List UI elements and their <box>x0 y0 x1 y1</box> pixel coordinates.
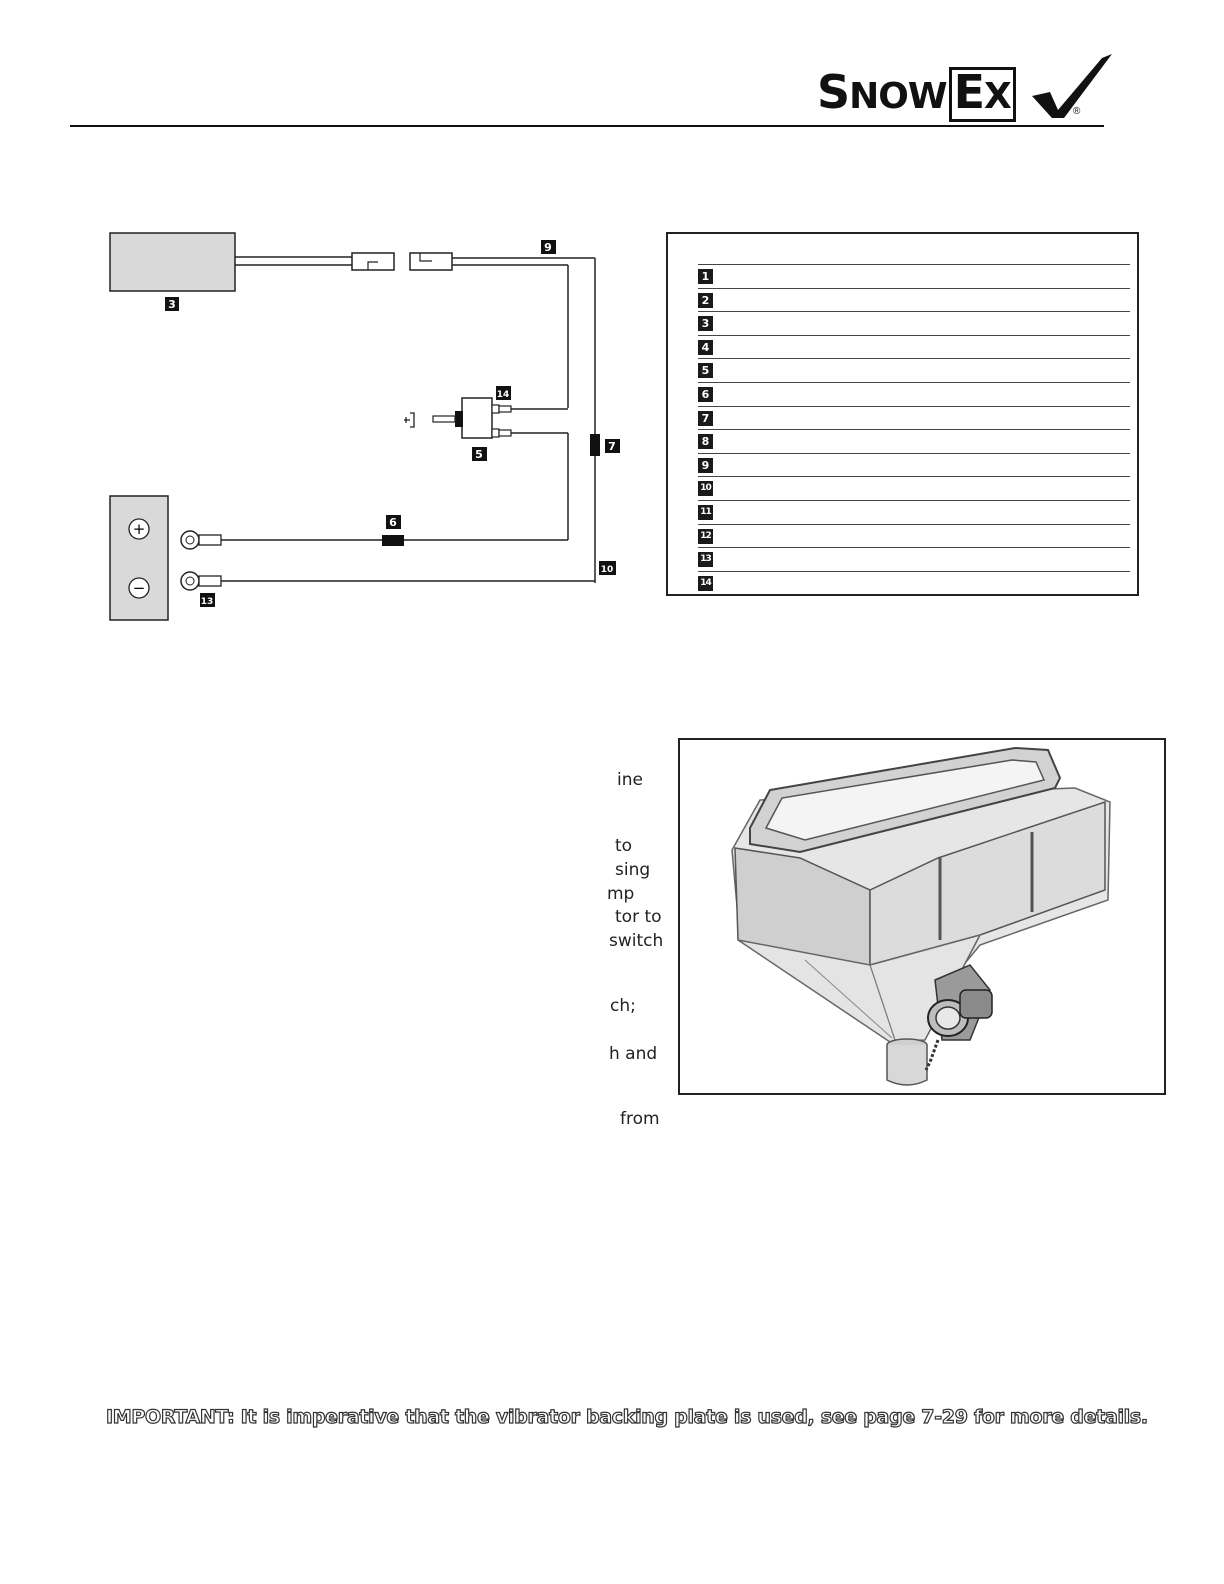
legend-badge: 5 <box>698 363 713 378</box>
legend-row <box>698 572 1130 596</box>
callout-13 <box>200 593 215 607</box>
svg-text:14: 14 <box>496 390 510 400</box>
legend-badge: 9 <box>698 458 713 473</box>
callout-3 <box>165 297 179 311</box>
legend-badge: 12 <box>698 529 713 544</box>
svg-text:−: − <box>132 579 146 597</box>
legend-badge: 8 <box>698 434 713 449</box>
registered-mark: ® <box>1073 106 1081 117</box>
callout-6 <box>386 515 401 529</box>
legend-row <box>698 312 1130 336</box>
parts-legend <box>666 232 1139 596</box>
important-note: IMPORTANT: It is imperative that the vibrator backing plate is used, see page 7-29 for more details. <box>106 1406 1148 1428</box>
svg-text:6: 6 <box>389 516 397 529</box>
hopper-illustration <box>680 740 1164 1093</box>
legend-badge: 10 <box>698 481 713 496</box>
legend-row <box>698 477 1130 501</box>
svg-text:10: 10 <box>600 565 614 575</box>
switch-body <box>462 398 492 438</box>
legend-row <box>698 336 1130 360</box>
svg-text:3: 3 <box>168 298 176 311</box>
legend-badge: 13 <box>698 552 713 567</box>
legend-badge: 14 <box>698 576 713 591</box>
legend-badge: 4 <box>698 340 713 355</box>
svg-text:+: + <box>132 520 146 538</box>
text-fragment: mp <box>607 884 635 904</box>
callout-10 <box>599 561 616 575</box>
legend-row <box>698 265 1130 289</box>
svg-text:13: 13 <box>200 597 214 607</box>
inline-fuse <box>382 535 404 546</box>
legend-badge: 2 <box>698 293 713 308</box>
svg-text:5: 5 <box>475 448 483 461</box>
legend-row <box>698 430 1130 454</box>
legend-row <box>698 501 1130 525</box>
legend-badge: 7 <box>698 411 713 426</box>
text-fragment: tor to <box>615 907 662 927</box>
text-fragment: to <box>615 836 633 856</box>
snowex-logo <box>815 52 1115 130</box>
legend-row <box>698 525 1130 549</box>
legend-badge: 6 <box>698 387 713 402</box>
svg-text:7: 7 <box>608 440 616 453</box>
text-fragment: switch <box>609 931 664 951</box>
callout-9 <box>541 240 556 254</box>
text-fragment: from <box>620 1109 660 1129</box>
legend-badge: 3 <box>698 316 713 331</box>
wiring-diagram <box>100 225 630 630</box>
fuse-holder <box>590 434 600 456</box>
header-rule <box>70 125 1104 127</box>
legend-row <box>698 454 1130 478</box>
control-box <box>110 233 235 291</box>
text-fragment: sing <box>615 860 651 880</box>
legend-badge: 1 <box>698 269 713 284</box>
hopper-image <box>678 738 1166 1095</box>
legend-row <box>698 548 1130 572</box>
legend-row <box>698 407 1130 431</box>
callout-7 <box>605 439 620 453</box>
logo-wordmark: SNOW EX <box>817 64 1016 125</box>
callout-5 <box>472 447 487 461</box>
svg-text:9: 9 <box>544 241 552 254</box>
legend-row <box>698 289 1130 313</box>
text-fragment: h and <box>609 1044 658 1064</box>
legend-row <box>698 383 1130 407</box>
legend-badge: 11 <box>698 505 713 520</box>
text-fragment: ine <box>617 770 643 790</box>
battery <box>110 496 168 620</box>
callout-14 <box>496 386 511 400</box>
legend-row <box>698 359 1130 383</box>
text-fragment: ch; <box>610 996 636 1016</box>
legend-header <box>698 234 1130 265</box>
